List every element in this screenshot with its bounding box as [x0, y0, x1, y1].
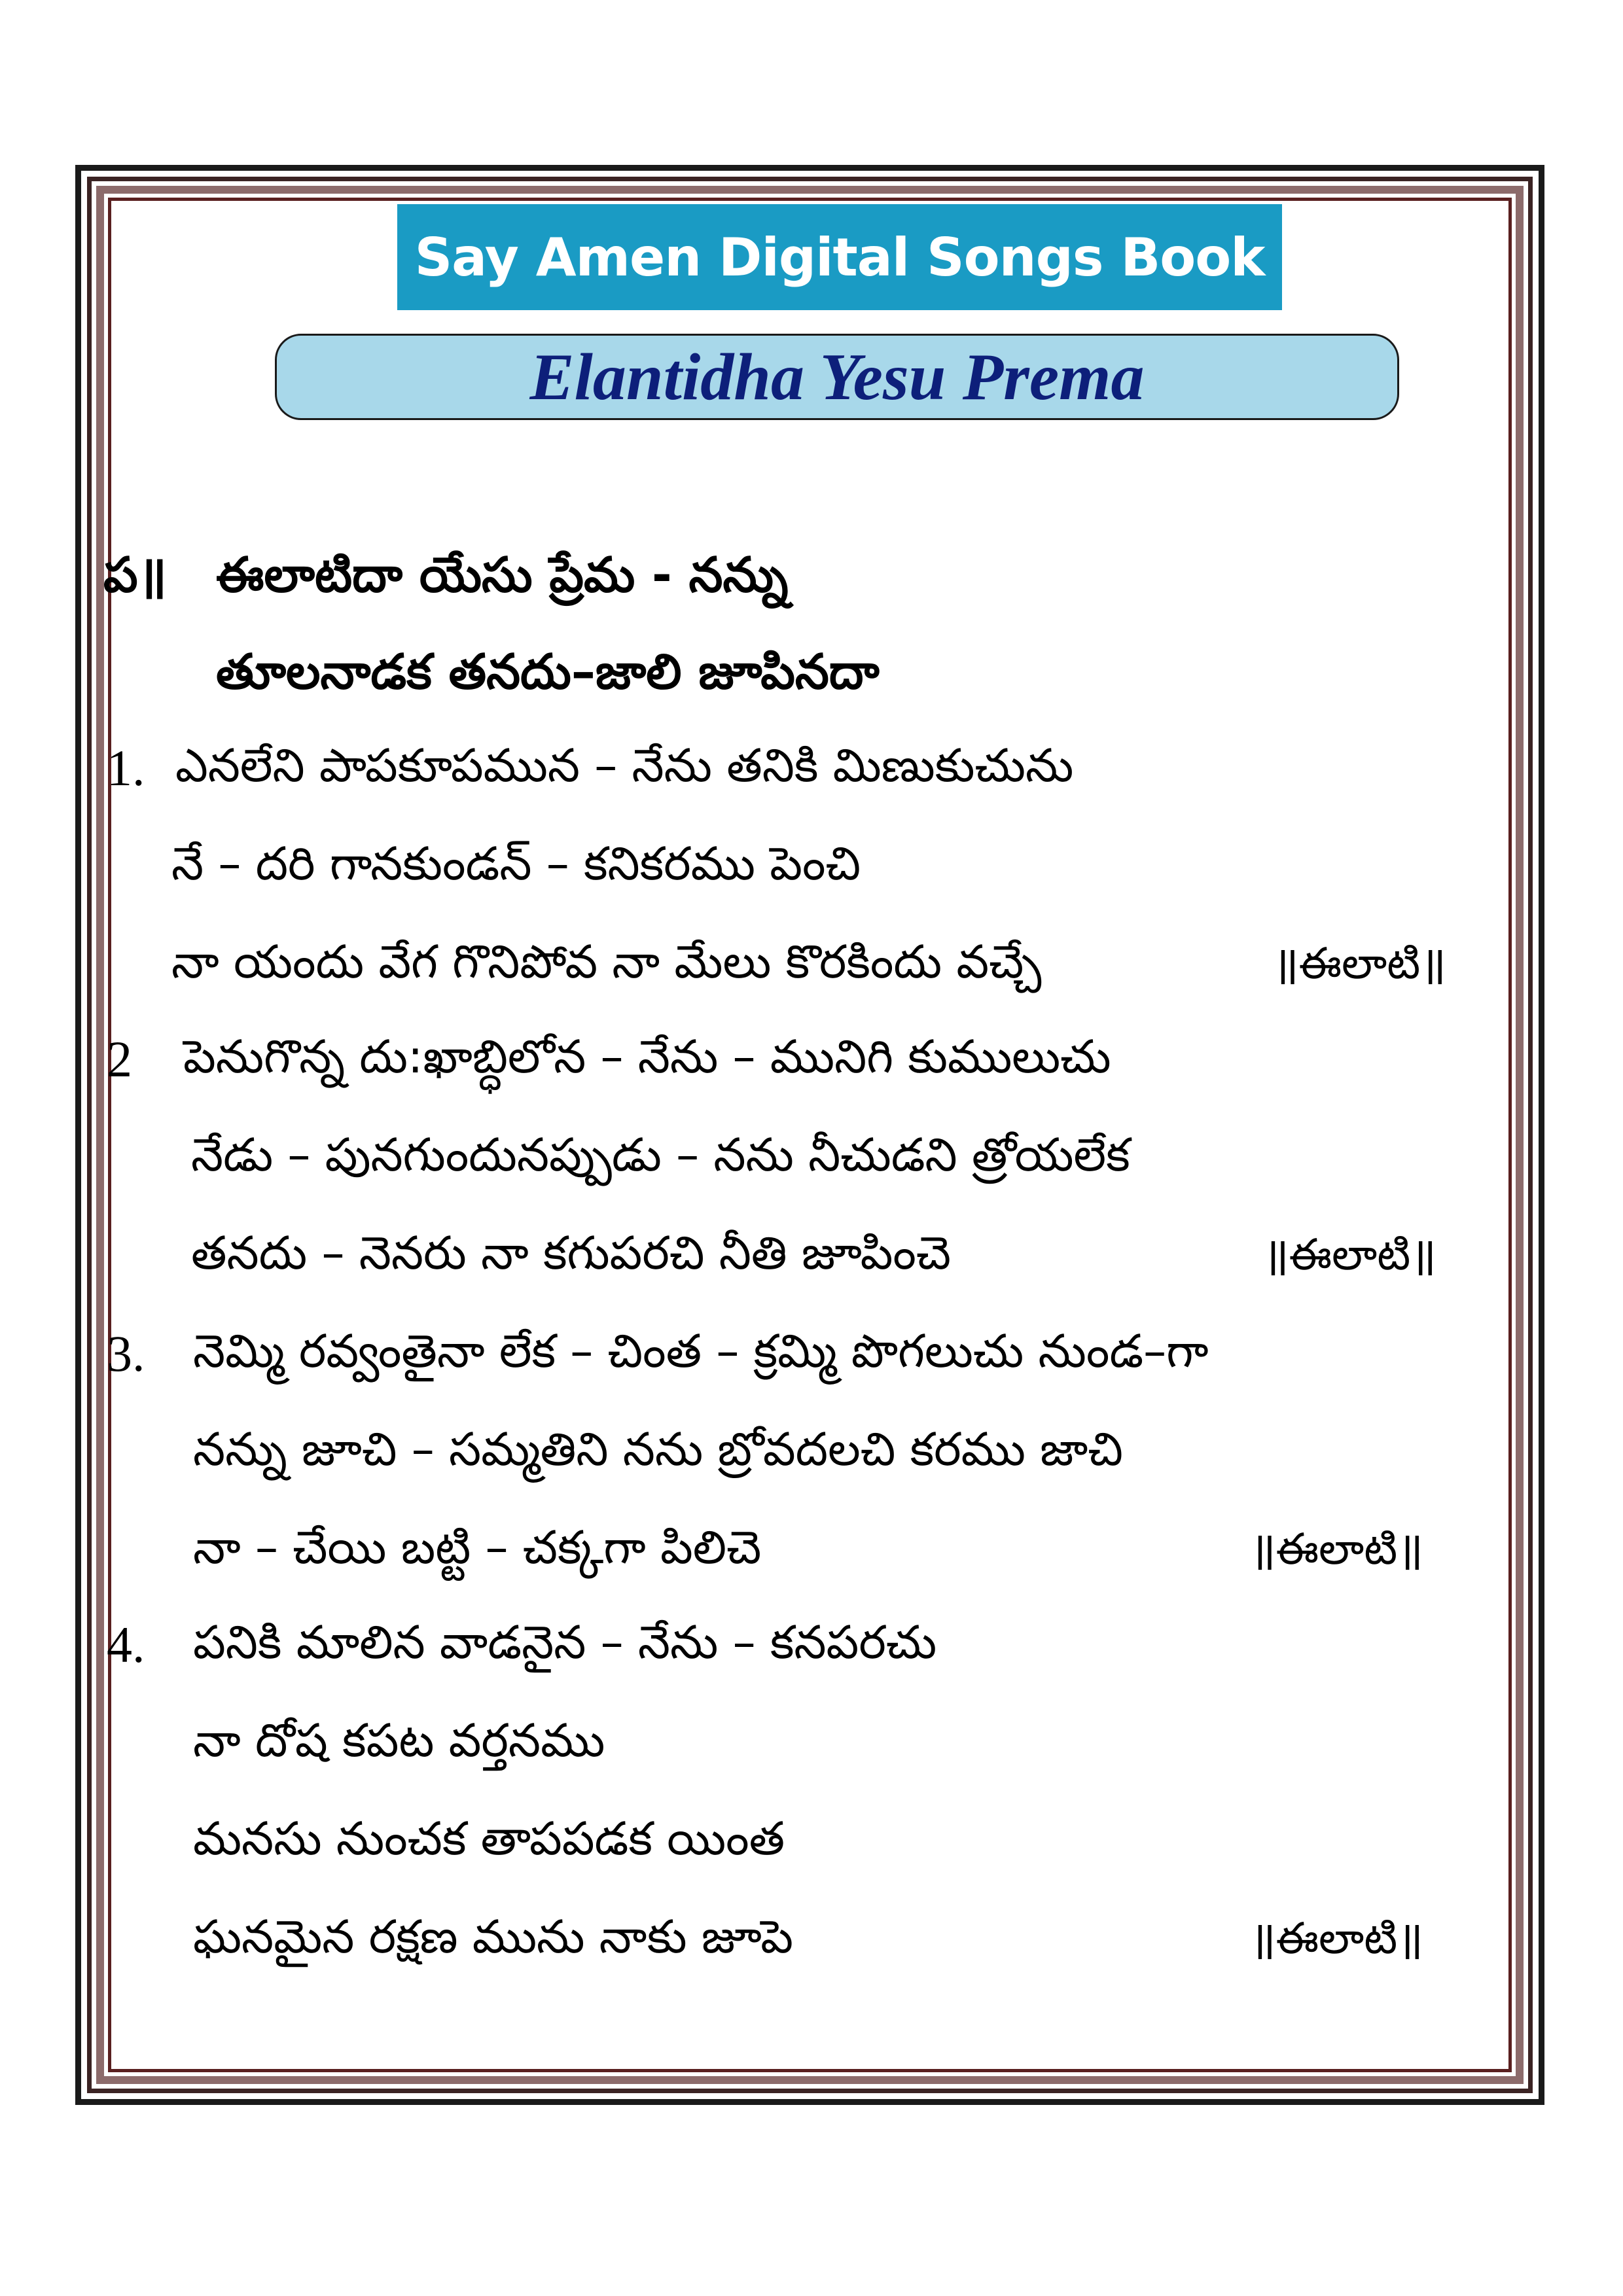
- verse-1-number: 1.: [107, 739, 145, 796]
- verse-1-refrain: ॥ఈలాటి॥: [1273, 938, 1446, 989]
- verse-3-refrain: ॥ఈలాటి॥: [1250, 1524, 1423, 1574]
- chorus-line-1: ఈలాటిదా యేసు ప్రేమ - నన్ను: [216, 547, 789, 603]
- verse-2-line-1: పెనుగొన్న దు:ఖాబ్ధిలోన – నేను – మునిగి కుములుచు: [183, 1030, 1111, 1084]
- verse-1-line-1: ఎనలేని పాపకూపమున – నేను తనికి మిణుకుచును: [175, 739, 1074, 792]
- chorus-line-2: తూలనాడక తనదు–జాలి జూపినదా: [216, 644, 880, 700]
- verse-4-refrain: ॥ఈలాటి॥: [1250, 1913, 1423, 1964]
- verse-1-line-2: నే – దరి గానకుండన్ – కనికరము పెంచి: [171, 837, 861, 891]
- verse-3-line-2: నన్ను జూచి – సమ్మతిని నను బ్రోవదలచి కరము జాచి: [193, 1422, 1124, 1476]
- book-banner: Say Amen Digital Songs Book: [397, 204, 1282, 310]
- song-title: Elantidha Yesu Prema: [529, 340, 1145, 414]
- verse-4-number: 4.: [107, 1616, 145, 1673]
- verse-3-line-1: నెమ్మి రవ్వంతైనా లేక – చింత – క్రమ్మి పొగలుచు నుండ–గా: [193, 1324, 1209, 1378]
- verse-4-line-1: పనికి మాలిన వాడనైన – నేను – కనపరచు: [193, 1616, 937, 1669]
- chorus-label: ప॥: [103, 547, 167, 603]
- verse-3-number: 3.: [107, 1325, 145, 1382]
- verse-3-line-3: నా – చేయి బట్టి – చక్కగా పిలిచె: [193, 1521, 762, 1574]
- verse-2-number: 2: [107, 1031, 132, 1087]
- song-title-box: [275, 334, 1399, 420]
- verse-2-refrain: ॥ఈలాటి॥: [1263, 1229, 1436, 1280]
- verse-1-line-3: నా యందు వేగ గొనిపోవ నా మేలు కొరకిందు వచ్చే: [171, 935, 1042, 989]
- verse-2-line-2: నేడు – పునగుందునప్పుడు – నను నీచుడని త్రోయలేక: [191, 1128, 1130, 1182]
- verse-4-line-4: ఘనమైన రక్షణ మును నాకు జూపె: [193, 1910, 793, 1964]
- verse-4-line-2: నా దోష కపట వర్తనము: [193, 1714, 605, 1767]
- verse-2-line-3: తనదు – నెనరు నా కగుపరచి నీతి జూపించె: [191, 1226, 952, 1280]
- verse-4-line-3: మనసు నుంచక తాపపడక యింత: [193, 1812, 785, 1865]
